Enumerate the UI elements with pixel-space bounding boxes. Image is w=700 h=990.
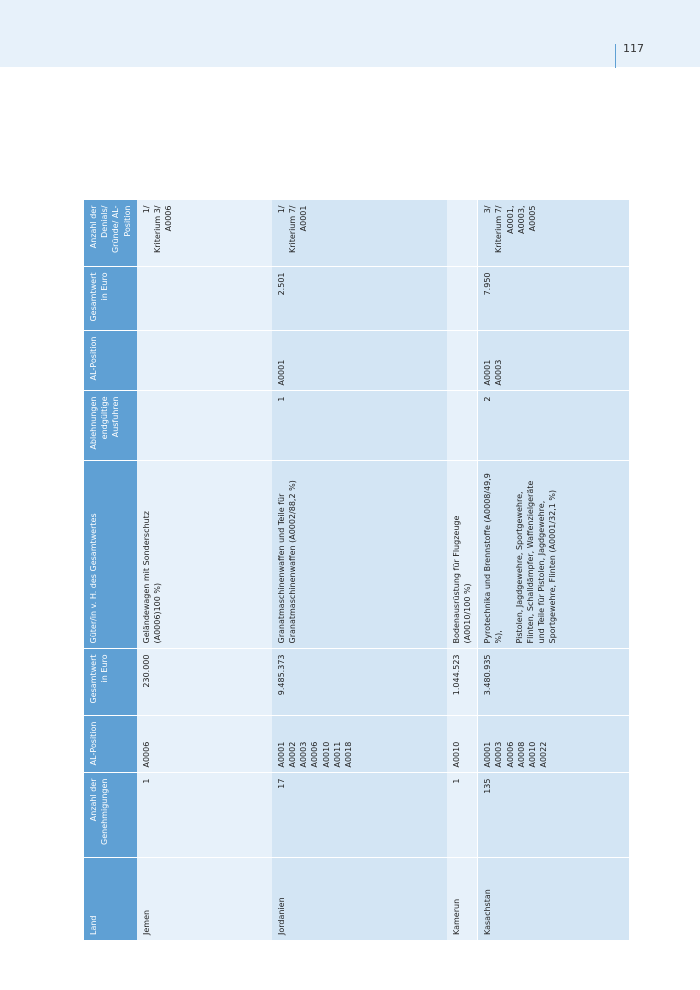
cell-al-position [137, 716, 272, 773]
cell-al-position-2 [137, 331, 272, 391]
al-code: A0001 [276, 359, 286, 386]
page-number-divider [615, 44, 616, 68]
cell-denials [137, 200, 272, 267]
cell-ablehnungen: 1 [272, 391, 447, 461]
col-header-gesamtwert: Gesamtwert in Euro [84, 649, 137, 716]
page-number: 117 [623, 42, 644, 55]
al-code: A0002 [287, 741, 297, 768]
al-code: A0010 [451, 741, 461, 768]
table-header-row [84, 200, 137, 940]
table-container [84, 200, 616, 940]
col-header-ablehnungen: Ablehnungen endgültige Ausfuhren [84, 391, 137, 461]
cell-gesamtwert: 3.480.935 [478, 649, 629, 716]
al-code: A0022 [539, 741, 549, 768]
cell-land: Jemen [137, 858, 272, 940]
al-code: A0011 [332, 741, 342, 768]
cell-ablehnungen: 2 [478, 391, 629, 461]
denial-line: 1/ [276, 205, 286, 214]
cell-genehmigungen: 1 [447, 773, 478, 858]
cell-gesamtwert-2: 7.950 [478, 267, 629, 331]
gueter-entry: Pyrotechnika und Brennstoffe (A0008/49,9 %), [483, 473, 504, 644]
cell-al-position-2 [447, 331, 478, 391]
gueter-entry: Granatmaschinenwaffen und Teile für Granatmaschinenwaffen (A0002/88,2 %) [276, 480, 297, 644]
al-code: A0010 [527, 741, 537, 768]
cell-al-position [447, 716, 478, 773]
al-code: A0006 [141, 741, 151, 768]
denial-line: A0005 [527, 205, 537, 232]
al-code: A0003 [494, 741, 504, 768]
al-code: A0003 [299, 741, 309, 768]
al-code: A0006 [505, 741, 515, 768]
cell-gesamtwert-2: 2.501 [272, 267, 447, 331]
cell-gueter [137, 461, 272, 649]
cell-denials [447, 200, 478, 267]
cell-gueter [447, 461, 478, 649]
denial-line: Kriterium 7/ [494, 205, 504, 254]
cell-ablehnungen [137, 391, 272, 461]
al-code: A0008 [516, 741, 526, 768]
col-header-denials: Anzahl der Denials/ Gründe/ AL-Position [84, 200, 137, 267]
al-code: A0010 [321, 741, 331, 768]
cell-genehmigungen: 17 [272, 773, 447, 858]
col-header-land: Land [84, 858, 137, 940]
denial-line: A0006 [164, 205, 174, 232]
table-row [447, 200, 478, 940]
cell-land: Kasachstan [478, 858, 629, 940]
cell-gesamtwert: 230.000 [137, 649, 272, 716]
cell-al-position [478, 716, 629, 773]
col-header-gesamtwert-2: Gesamtwert in Euro [84, 267, 137, 331]
cell-denials [272, 200, 447, 267]
denial-line: 3/ [483, 205, 493, 214]
gueter-entry: Bodenausrüstung für Flugzeuge (A0010/100 %) [451, 515, 472, 644]
cell-ablehnungen [447, 391, 478, 461]
al-code: A0001 [276, 741, 286, 768]
al-code: A0001 [483, 741, 493, 768]
cell-gesamtwert: 9.485.373 [272, 649, 447, 716]
cell-gueter [478, 461, 629, 649]
col-header-al-position-2: AL-Position [84, 331, 137, 391]
cell-al-position-2 [272, 331, 447, 391]
denial-line: 1/ [141, 205, 151, 214]
cell-denials [478, 200, 629, 267]
cell-gesamtwert: 1.044.523 [447, 649, 478, 716]
col-header-gueter: Güter/in v. H. des Gesamtwertes [84, 461, 137, 649]
cell-gesamtwert-2 [447, 267, 478, 331]
gueter-entry: Pistolen, Jagdgewehre, Sportgewehre, Flinten, Schalldämpfer, Waffenzielgeräte und Teile für Pistolen, Jagdgewehre, Sportgewehre, Flinten (A0001/32,1 %) [514, 480, 558, 644]
rotated-table-frame [84, 200, 616, 940]
cell-al-position [272, 716, 447, 773]
cell-gueter [272, 461, 447, 649]
cell-al-position-2 [478, 331, 629, 391]
cell-gesamtwert-2 [137, 267, 272, 331]
export-licence-table [84, 200, 629, 941]
denial-line: A0001 [299, 205, 309, 232]
cell-genehmigungen: 1 [137, 773, 272, 858]
col-header-genehmigungen: Anzahl der Genehmigungen [84, 773, 137, 858]
denial-line: Kriterium 3/ [152, 205, 162, 254]
al-code: A0001 [483, 359, 493, 386]
cell-genehmigungen: 135 [478, 773, 629, 858]
al-code: A0018 [343, 741, 353, 768]
al-code: A0003 [494, 359, 504, 386]
denial-line: Kriterium 7/ [287, 205, 297, 254]
table-row [137, 200, 272, 940]
header-band [0, 0, 700, 67]
col-header-al-position: AL-Position [84, 716, 137, 773]
table-row [478, 200, 629, 940]
denial-line: A0003, [516, 205, 526, 234]
cell-land: Jordanien [272, 858, 447, 940]
denial-line: A0001, [505, 205, 515, 234]
al-code: A0006 [310, 741, 320, 768]
table-row [272, 200, 447, 940]
cell-land: Kamerun [447, 858, 478, 940]
gueter-entry: Geländewagen mit Sonderschutz (A0006)100 %) [141, 511, 162, 644]
